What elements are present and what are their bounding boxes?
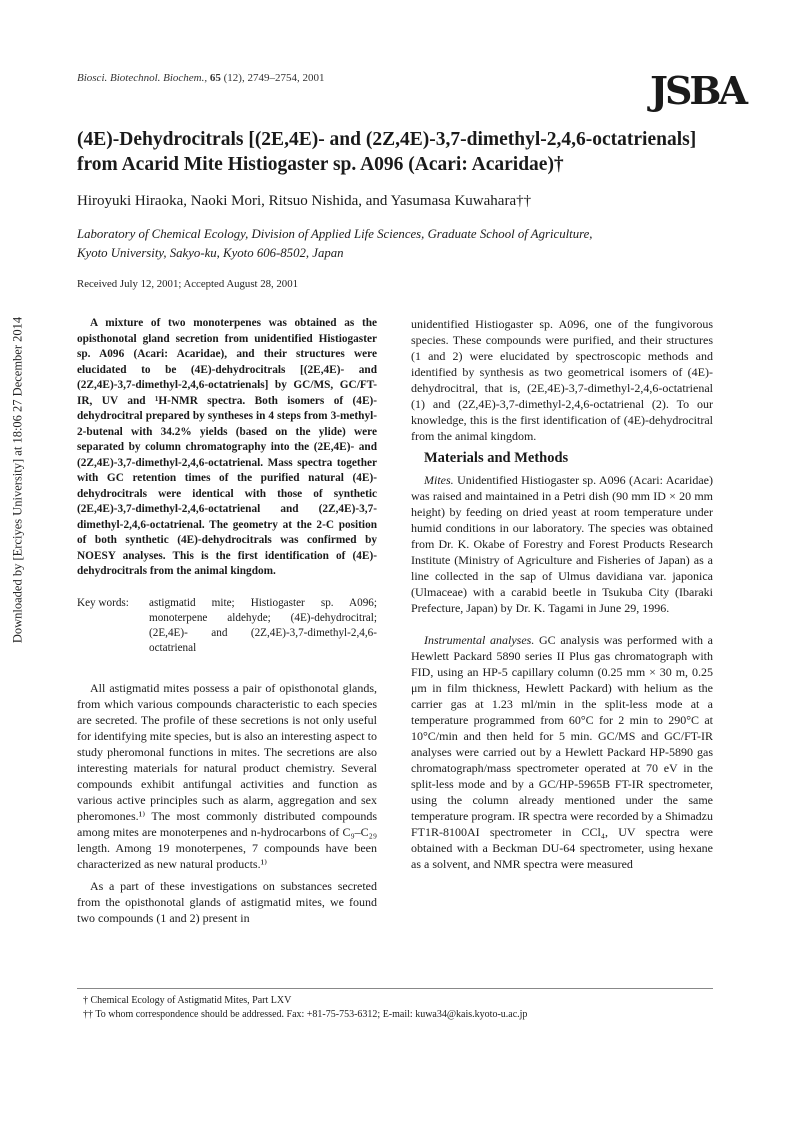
intro-paragraph-1: All astigmatid mites possess a pair of opisthonotal glands, from which various compounds characteristic to each species are secreted. The profile of these secretions is not only useful for identifying mite species, but is also an interesting aspect to study pheromonal functions in mites. The secretions are also interesting materials for natural product chemistry. Several compounds exhibit antifungal activities and function as various active principles such as alarm, aggregation and sex pheromones.¹⁾ The most commonly distributed compounds among mites are monoterpenes and n-hydrocarbons of C₉–C₂₉ length. Among 19 monoterpenes, 7 compounds have been characterized as new natural products.¹⁾: [77, 680, 377, 871]
download-note-text: Downloaded by [Erciyes University] at 18:06 27 December 2014: [10, 316, 25, 644]
left-column: [77, 316, 377, 932]
keywords: [77, 596, 377, 656]
instrumental-paragraph: [411, 632, 713, 872]
journal-pages: (12), 2749–2754, 2001: [223, 72, 325, 84]
jsba-logo: JSBA: [650, 68, 746, 113]
journal-name: Biosci. Biotechnol. Biochem.,: [77, 72, 208, 84]
received-dates: Received July 12, 2001; Accepted August 28, 2001: [77, 278, 299, 290]
journal-reference: [77, 72, 324, 84]
mites-paragraph: [411, 472, 713, 616]
footnote-1: † Chemical Ecology of Astigmatid Mites, Part LXV: [83, 995, 292, 1006]
intro-continuation: unidentified Histiogaster sp. A096, one of the fungivorous species. These compounds were purified, and their structures (1 and 2) were elucidated by spectroscopic methods and identified by synthesis as two geometrical isomers of (4E)-dehydrocitral, that is, (2E,4E)-3,7-dimethyl-2,4,6-octatrienal (1) and (2Z,4E)-3,7-dimethyl-2,4,6-octatrienal (2). To our knowledge, this is the first identification of (4E)-dehydrocitral from the animal kingdom.: [411, 317, 713, 443]
author-list: Hiroyuki Hiraoka, Naoki Mori, Ritsuo Nishida, and Yasumasa Kuwahara††: [77, 193, 532, 209]
abstract: A mixture of two monoterpenes was obtained as the opisthonotal gland secretion from unidentified Histiogaster sp. A096 (Acari: Acaridae), and their structures were elucidated to be (4E)-dehydrocitrals [(2E,4E)- and (2Z,4E)-3,7-dimethyl-2,4,6-octatrienals] by GC/MS, GC/FT-IR, UV and ¹H-NMR spectra. Both isomers of (4E)-dehydrocitral prepared by syntheses in 4 steps from 3-methyl-2-butenal with 34.2% yields (based on the ylide) were separated by column chromatography into the (2E,4E)- and (2Z,4E)-3,7-dimethyl-2,4,6-octatrienal. Mass spectra together with GC retention times of the purified natural (4E)-dehydrocitrals were identical with those of synthetic (2E,4E)-3,7-dimethyl-2,4,6-octatrienal and (2Z,4E)-3,7-dimethyl-2,4,6-octatrienal. The geometry at the 2-C position of both synthetic (4E)-dehydrocitrals was confirmed by NOESY analyses. This is the first identification of (4E)-dehydrocitrals from the animal kingdom.: [77, 317, 377, 577]
mites-lead: Mites.: [424, 473, 454, 487]
download-watermark: [8, 300, 28, 660]
footnote-2: †† To whom correspondence should be addressed. Fax: +81-75-753-6312; E-mail: kuwa34@kais.kyoto-u.ac.jp: [83, 1009, 528, 1020]
keywords-value: astigmatid mite; Histiogaster sp. A096; monoterpene aldehyde; (4E)-dehydrocitral; (2E,4E)- and (2Z,4E)-3,7-dimethyl-2,4,6-octatrienal: [149, 596, 377, 654]
keywords-label: Key words:: [77, 596, 129, 609]
affiliation: [77, 225, 727, 263]
journal-volume: 65: [209, 72, 221, 84]
title-line-2: from Acarid Mite Histiogaster sp. A096 (Acari: Acaridae)†: [77, 154, 564, 175]
section-heading-methods: Materials and Methods: [424, 450, 569, 466]
right-column: [411, 316, 713, 878]
footnotes: [83, 994, 527, 1022]
mites-text: Unidentified Histiogaster sp. A096 (Acari: Acaridae) was raised and maintained in a Petri dish (90 mm ID × 20 mm height) by feeding on dried yeast at room temperature under humid conditions in our laboratory. The species was obtained from Dr. K. Okabe of Forestry and Forest Products Research Institute (Ministry of Agriculture and Fisheries of Japan) as a line collected in the sap of Ulmus davidiana var. japonica (Ulmaceae) with a carabid beetle in Tsukuba City (Ibaraki Prefecture, Japan) by Dr. K. Tagami in June 29, 1996.: [411, 473, 713, 615]
intro-paragraph-2: As a part of these investigations on substances secreted from the opisthonotal glands of astigmatid mites, we found two compounds (1 and 2) present in: [77, 878, 377, 925]
footnote-divider: [77, 988, 713, 989]
instrumental-text: GC analysis was performed with a Hewlett Packard 5890 series II Plus gas chromatograph with FID, using an HP-5 capillary column (0.25 mm × 30 m, 0.25 μm in film thickness, Hewlett Packard) with helium as the carrier gas at 1.23 ml/min in the split-less mode at a temperature programmed from 60°C for 2 min to 290°C at 10°C/min and then held for 5 min. GC/MS and GC/FT-IR analyses were carried out by a Hewlett Packard HP-5890 gas chromatograph/mass spectrometer operated at 70 eV in the split-less mode and by a GC/HP-5965B FT-IR spectrometer, using the column already mentioned under the same temperature program. IR spectra were recorded by a Shimadzu FT1R-8100AI spectrometer in CCl₄, UV spectra were obtained with a Beckman DU-64 spectrometer, using hexane as a solvent, and NMR spectra were measured: [411, 633, 713, 871]
affiliation-line-1: Laboratory of Chemical Ecology, Division of Applied Life Sciences, Graduate School of Agriculture,: [77, 227, 593, 241]
title-line-1: (4E)-Dehydrocitrals [(2E,4E)- and (2Z,4E)-3,7-dimethyl-2,4,6-octatrienals]: [77, 129, 697, 150]
instrumental-lead: Instrumental analyses.: [424, 633, 535, 647]
affiliation-line-2: Kyoto University, Sakyo-ku, Kyoto 606-8502, Japan: [77, 246, 344, 260]
paper-title: [77, 127, 727, 177]
